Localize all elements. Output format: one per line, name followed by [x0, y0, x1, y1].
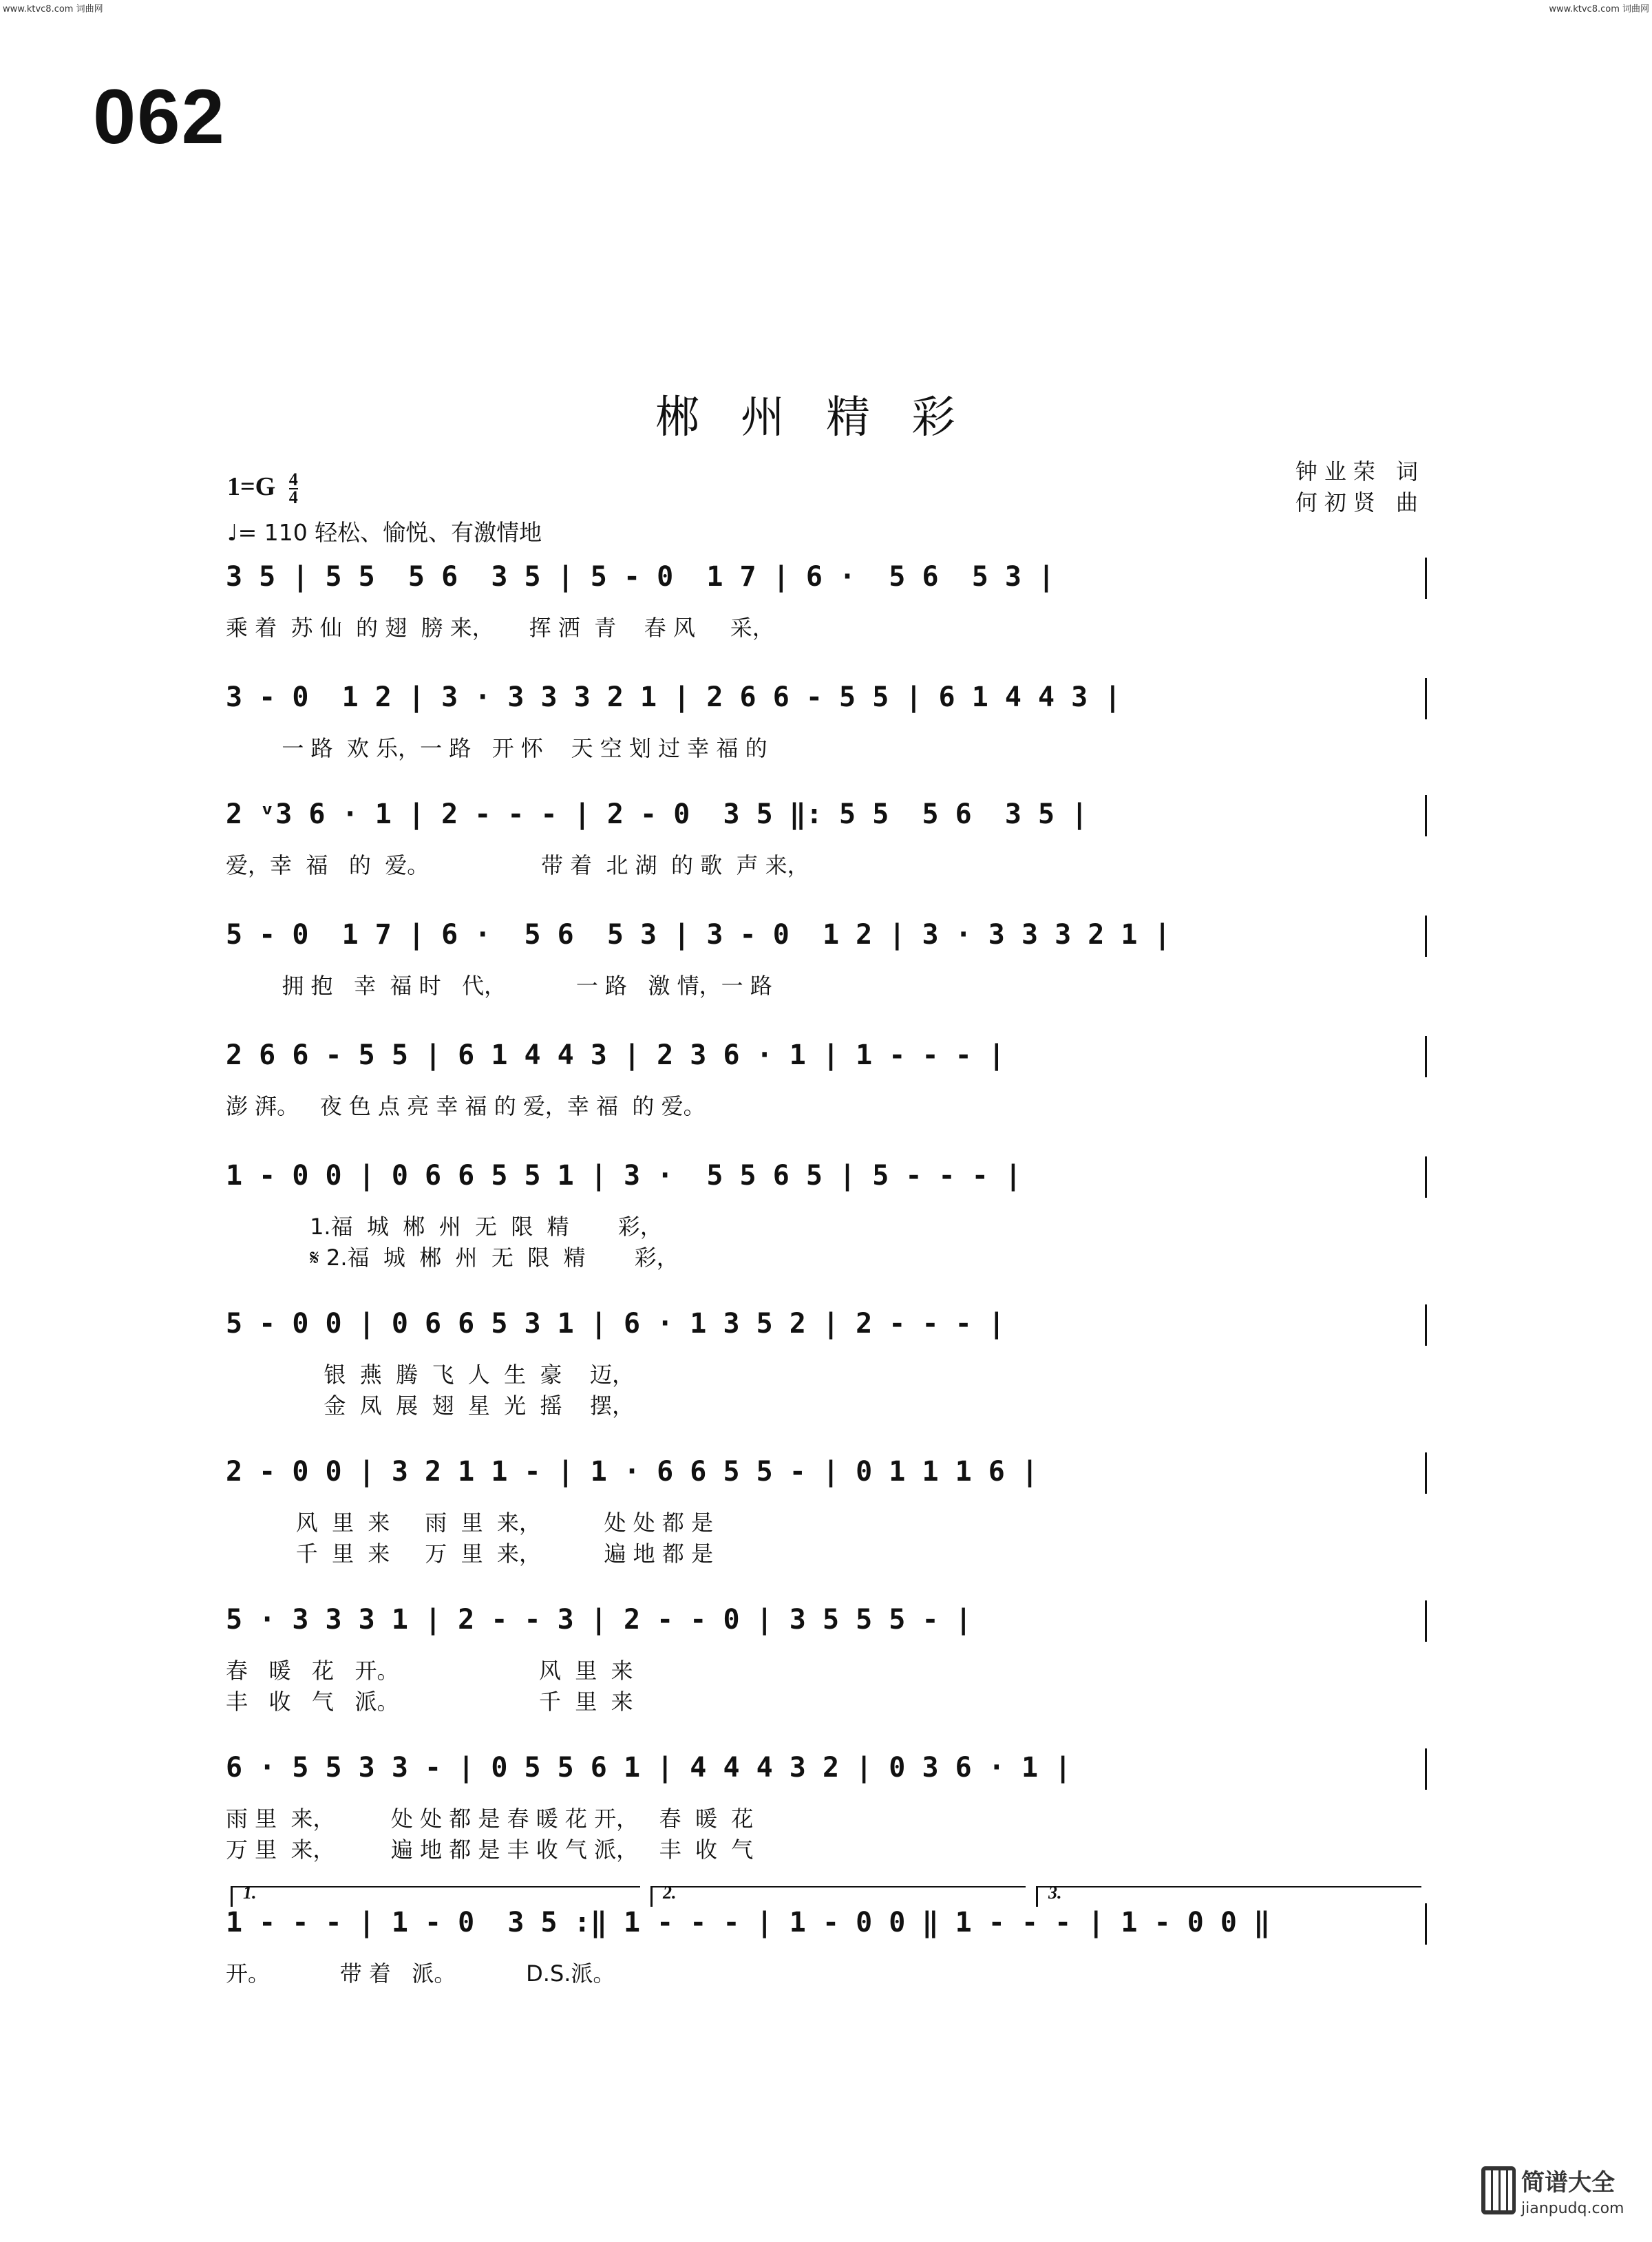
lyrics-line: 雨 里 来， 处 处 都 是 春 暖 花 开， 春 暖 花	[226, 1806, 754, 1832]
notes-row: 5 - 0 0 | 0 6 6 5 3 1 | 6 · 1 3 5 2 | 2 - - - |	[226, 1308, 1005, 1340]
barline	[1425, 795, 1427, 836]
page-number: 062	[93, 74, 226, 160]
ending-bracket	[1036, 1886, 1421, 1887]
barline	[1425, 1156, 1427, 1198]
notes-row: 1 - - - | 1 - 0 3 5 :‖ 1 - - - | 1 - 0 0 ‖ 1 - - - | 1 - 0 0 ‖	[226, 1907, 1271, 1938]
notes-row: 3 5 | 5 5 5 6 3 5 | 5 - 0 1 7 | 6 · 5 6 5 3 |	[226, 561, 1055, 593]
lyricist-credit: 钟业荣 词	[1295, 458, 1425, 485]
lyrics-line: 风 里 来 雨 里 来， 处 处 都 是	[226, 1510, 714, 1536]
ending-bracket-edge	[650, 1886, 653, 1907]
ending-number: 3.	[1048, 1883, 1062, 1903]
lyrics-line: 金 凤 展 翅 星 光 摇 摆，	[226, 1393, 635, 1419]
lyrics-line: 乘 着 苏 仙 的 翅 膀 来， 挥 洒 青 春 风 采，	[226, 615, 774, 641]
notes-row: 3 - 0 1 2 | 3 · 3 3 3 2 1 | 2 6 6 - 5 5 | 6 1 4 4 3 |	[226, 681, 1121, 713]
ending-number: 2.	[663, 1883, 677, 1903]
composer-credit: 何初贤 曲	[1295, 489, 1425, 516]
notes-row: 2 ᵛ3 6 · 1 | 2 - - - | 2 - 0 3 5 ‖: 5 5 5 6 3 5 |	[226, 799, 1088, 830]
notes-row: 5 · 3 3 3 1 | 2 - - 3 | 2 - - 0 | 3 5 5 5 - |	[226, 1604, 972, 1636]
barline	[1425, 1903, 1427, 1945]
barline	[1425, 678, 1427, 719]
barline	[1425, 1600, 1427, 1642]
ending-bracket	[231, 1886, 640, 1887]
barline	[1425, 1452, 1427, 1494]
ending-bracket	[650, 1886, 1026, 1887]
watermark-left: www.ktvc8.com 词曲网	[3, 4, 103, 14]
song-title: 郴州精彩	[655, 392, 997, 443]
barline	[1425, 1748, 1427, 1790]
tempo-marking: ♩= 110 轻松、愉悦、有激情地	[227, 519, 542, 546]
lyrics-line: 一 路 欢 乐，一 路 开 怀 天 空 划 过 幸 福 的	[226, 735, 767, 761]
lyrics-line: 丰 收 气 派。 千 里 来	[226, 1689, 633, 1715]
piano-icon	[1481, 2166, 1516, 2214]
time-signature-top: 4	[288, 469, 298, 490]
logo-url: jianpudq.com	[1521, 2200, 1624, 2217]
key-label: 1=G	[227, 472, 276, 501]
time-signature-bottom: 4	[288, 487, 298, 508]
lyrics-line: 1.福 城 郴 州 无 限 精 彩，	[226, 1214, 662, 1240]
ending-number: 1.	[243, 1883, 257, 1903]
site-logo	[1480, 2159, 1624, 2221]
lyrics-line: 爱，幸 福 的 爱。 带 着 北 湖 的 歌 声 来，	[226, 852, 809, 878]
lyrics-line: 开。 带 着 派。 D.S.派。	[226, 1960, 615, 1987]
barline	[1425, 1036, 1427, 1077]
lyrics-line: 春 暖 花 开。 风 里 来	[226, 1658, 633, 1684]
lyrics-line: 𝄋 2.福 城 郴 州 无 限 精 彩，	[226, 1245, 679, 1271]
watermark-right: www.ktvc8.com 词曲网	[1549, 4, 1649, 14]
barline	[1425, 916, 1427, 957]
lyrics-line: 拥 抱 幸 福 时 代， 一 路 激 情，一 路	[226, 973, 772, 999]
time-signature	[288, 469, 298, 508]
logo-name: 简谱大全	[1521, 2169, 1615, 2197]
barline	[1425, 1304, 1427, 1346]
notes-row: 5 - 0 1 7 | 6 · 5 6 5 3 | 3 - 0 1 2 | 3 · 3 3 3 2 1 |	[226, 919, 1171, 951]
ending-bracket-edge	[231, 1886, 233, 1907]
ending-bracket-edge	[1036, 1886, 1038, 1907]
notes-row: 2 - 0 0 | 3 2 1 1 - | 1 · 6 6 5 5 - | 0 1 1 1 6 |	[226, 1456, 1039, 1488]
lyrics-line: 万 里 来， 遍 地 都 是 丰 收 气 派， 丰 收 气	[226, 1837, 754, 1863]
lyrics-line: 澎 湃。 夜 色 点 亮 幸 福 的 爱，幸 福 的 爱。	[226, 1093, 706, 1119]
notes-row: 1 - 0 0 | 0 6 6 5 5 1 | 3 · 5 5 6 5 | 5 - - - |	[226, 1160, 1021, 1192]
lyrics-line: 千 里 来 万 里 来， 遍 地 都 是	[226, 1541, 714, 1567]
notes-row: 6 · 5 5 3 3 - | 0 5 5 6 1 | 4 4 4 3 2 | 0 3 6 · 1 |	[226, 1752, 1072, 1784]
notes-row: 2 6 6 - 5 5 | 6 1 4 4 3 | 2 3 6 · 1 | 1 - - - |	[226, 1039, 1005, 1071]
barline	[1425, 558, 1427, 599]
key-signature	[227, 469, 298, 508]
lyrics-line: 银 燕 腾 飞 人 生 豪 迈，	[226, 1362, 635, 1388]
